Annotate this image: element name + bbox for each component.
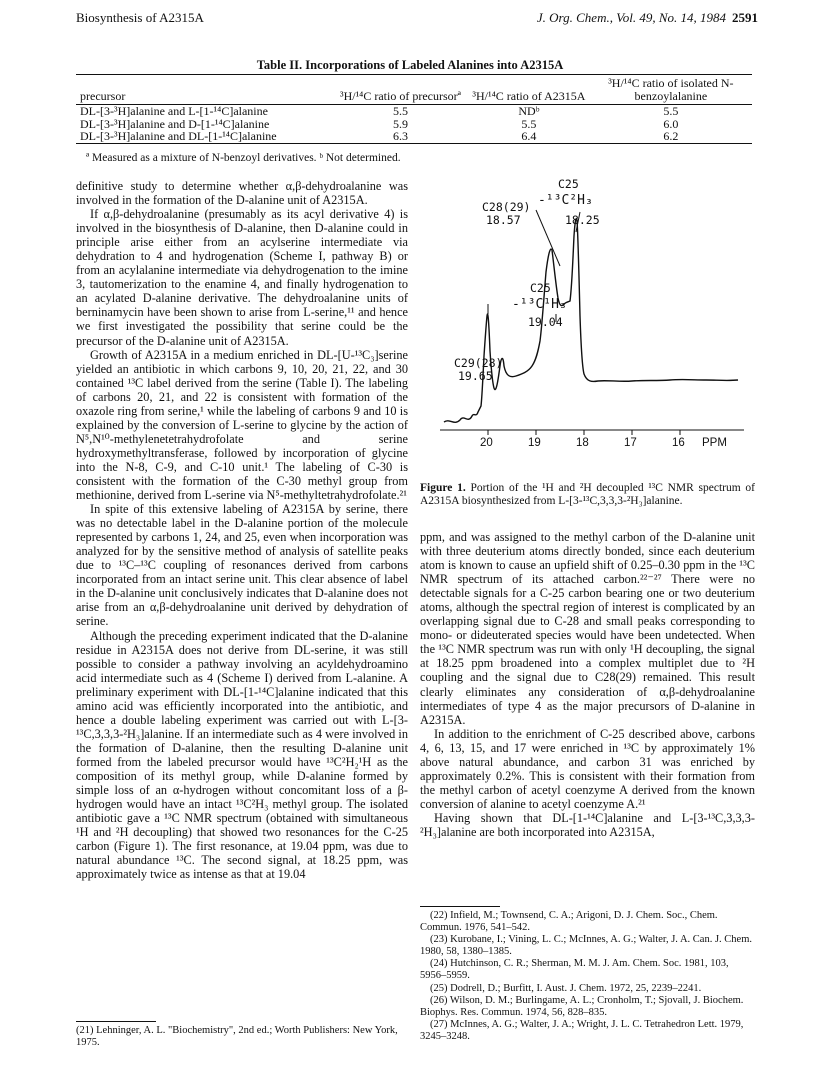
reference-item: (22) Infield, M.; Townsend, C. A.; Arigoni, D. J. Chem. Soc., Chem. Commun. 1976, 541–542. — [420, 910, 718, 934]
journal-header — [537, 10, 758, 26]
nmr-figure — [432, 176, 752, 476]
table-header-cell: ³H/¹⁴C ratio of A2315A — [472, 89, 586, 103]
references-rule — [420, 906, 500, 907]
c28-label: C28(29) — [482, 200, 531, 214]
page-number: 2591 — [732, 10, 758, 25]
table-cell: DL-[3-³H]alanine and L-[1-¹⁴C]alanine — [80, 104, 268, 118]
left-footnote: (21) Lehninger, A. L. "Biochemistry", 2nd ed.; Worth Publishers: New York, 1975. — [76, 1025, 398, 1048]
references-list — [420, 910, 755, 1043]
figure-caption-text: Portion of the ¹H and ²H decoupled ¹³C NMR spectrum of A2315A biosynthesized from L-[3-¹³C,3,3,3-²H₃]alanine. — [420, 482, 755, 507]
x-tick-label: 19 — [528, 437, 541, 449]
table-cell: 6.2 — [663, 129, 679, 143]
table-row — [76, 105, 752, 118]
spectrum-line — [444, 219, 738, 423]
table-header-cell: precursor — [80, 89, 126, 103]
mid-peak-value: 19.04 — [528, 315, 563, 329]
reference-item: (25) Dodrell, D.; Burfitt, I. Aust. J. Chem. 1972, 25, 2239–2241. — [430, 982, 702, 994]
reference-item: (26) Wilson, D. M.; Burlingame, A. L.; Cronholm, T.; Sjovall, J. Biochem. Biophys. Res. Commun. 1974, 56, 828–835. — [420, 994, 744, 1018]
table-cell: 5.9 — [392, 116, 408, 131]
x-axis-unit: PPM — [702, 437, 727, 449]
figure-caption-label: Figure 1. — [420, 482, 466, 494]
table-row — [76, 130, 752, 143]
table-header-cell: ³H/¹⁴C ratio of isolated N-benzoylalanine — [608, 76, 734, 103]
table-cell: 6.4 — [521, 129, 537, 143]
c25-mid-label: C25 — [530, 281, 551, 295]
x-axis-labels — [432, 437, 752, 451]
table-cell: 6.3 — [392, 129, 408, 143]
x-tick-label: 16 — [672, 437, 685, 449]
x-tick-label: 18 — [576, 437, 589, 449]
x-tick-label: 17 — [624, 437, 637, 449]
body-paragraph: definitive study to determine whether α,β-dehydroalanine was involved in the formation of the D-alanine unit of A2315A. — [76, 179, 408, 208]
body-paragraph: Growth of A2315A in a medium enriched in DL-[U-¹³C₃]serine yielded an antibiotic in which carbons 9, 10, 20, 21, 22, and 30 contained ¹³C label derived from the serine (Table I). The labeling of carbons 20, 21, and 22 is consistent with formation of the oxazole ring from serine,¹ while the labeling of carbons 9 and 10 is explained by the conversion of L-serine to glycine by the action of N⁵,N¹⁰-methylenetetrahydrofolate and serine hydroxymethyltransferase, followed by incorporation of glycine into the N-8, C-9, and C-10 unit.¹ The labeling of C-30 is consistent with the formation of the C-30 methyl group from methionine, derived from L-serine via N⁵-methyltetrahydrofolate.²¹ — [76, 347, 408, 503]
table-cell: DL-[3-³H]alanine and DL-[1-¹⁴C]alanine — [80, 129, 277, 143]
body-paragraph: In addition to the enrichment of C-25 described above, carbons 4, 6, 13, 15, and 17 were enriched in ¹³C by approximately 1% above natural abundance, and carbon 31 was enriched by approximately 0.2%. This is consistent with their formation from the methyl carbon of acetyl coenzyme A derived from the known conversion of alanine to acetyl coenzyme A.²¹ — [420, 726, 755, 811]
reference-item: (24) Hutchinson, C. R.; Sherman, M. M. J. Am. Chem. Soc. 1981, 103, 5956–5959. — [420, 958, 729, 982]
table-footnote: ª Measured as a mixture of N-benzoyl derivatives. ᵇ Not determined. — [86, 152, 401, 164]
right-column — [420, 530, 755, 839]
body-paragraph: Having shown that DL-[1-¹⁴C]alanine and L-[3-¹³C,3,3,3-²H₃]alanine are both incorporated into A2315A, — [420, 810, 755, 839]
journal-citation: J. Org. Chem., Vol. 49, No. 14, 1984 — [536, 10, 726, 25]
top-peak-value: 18.25 — [565, 213, 600, 227]
footnote-rule — [76, 1021, 156, 1022]
table-cell: 5.5 — [663, 104, 679, 118]
reference-item: (23) Kurobane, I.; Vining, L. C.; McInnes, A. G.; Walter, J. A. Can. J. Chem. 1980, 58, 1380–1385. — [420, 934, 753, 958]
table-cell: NDᵇ — [518, 104, 540, 118]
left-column — [76, 179, 408, 881]
table-header-cell: ³H/¹⁴C ratio of precursorª — [339, 89, 461, 103]
reference-item: (27) McInnes, A. G.; Walter, J. A.; Wright, J. L. C. Tetrahedron Lett. 1979, 3245–3248. — [420, 1018, 744, 1042]
running-title: Biosynthesis of A2315A — [76, 10, 204, 25]
body-paragraph: ppm, and was assigned to the methyl carbon of the D-alanine unit with three deuterium atoms directly bonded, since each deuterium atom is known to cause an upfield shift of 0.25–0.30 ppm in the ¹³C NMR spectrum of its attached carbon.²²⁻²⁷ There were no detectable signals for a C-25 carbon bearing one or two deuterium atoms, although the spectral region of interest is complicated by an overlapping signal due to C-28 and small peaks corresponding to mono- or dideuterated species would have been undetected. When the ¹³C NMR spectrum was run with only ¹H decoupling, the signal at 18.25 ppm broadened into a complex multiplet due to ²H coupling and the signal due to C28(29) remained. This result clearly eliminates any consideration of α,β-dehydroalanine intermediates of type 4 as the major precursors of D-alanine in A2315A. — [420, 530, 755, 727]
table-cell: 5.5 — [521, 116, 537, 131]
body-paragraph: Although the preceding experiment indicated that the D-alanine residue in A2315A does not derive from DL-serine, it was still possible to consider a pathway involving an acyldehydroamino acid intermediate such as 4 (Scheme I) derived from L-alanine. A preliminary experiment with DL-[1-¹⁴C]alanine indicated that this amino acid was efficiently incorporated into the antibiotic, and hence a double labeling experiment was carried out with L-[3-¹³C,3,3,3-²H₃]alanine. If an intermediate such as 4 were involved in the formation of D-alanine, then the resulting D-alanine unit formed from the labeled precursor would have ¹³C²H₂¹H as the composition of its methyl group, while D-alanine formed by simple loss of an α-hydrogen without concomitant loss of a β-hydrogen would have an intact ¹³C²H₃ methyl group. The isolated antibiotic gave a ¹³C NMR spectrum (obtained with simultaneous ¹H and ²H decoupling) that showed two resonances for the C-25 carbon (Figure 1). The first resonance, at 19.04 ppm, was due to natural abundance ¹³C. The second signal, at 18.25 ppm, was approximately twice as intense as that at 19.04 — [76, 628, 408, 882]
incorporation-table — [76, 74, 752, 144]
x-tick-label: 20 — [480, 437, 493, 449]
c25-top-group-label: -¹³C²H₃ — [538, 193, 593, 208]
table-header-row — [76, 75, 752, 105]
table-cell: 5.5 — [392, 104, 408, 118]
table-title: Table II. Incorporations of Labeled Alanines into A2315A — [256, 58, 564, 72]
table-cell: DL-[3-³H]alanine and D-[1-¹⁴C]alanine — [80, 116, 270, 131]
figure-caption — [420, 482, 755, 508]
c25-top-label: C25 — [558, 177, 579, 191]
body-paragraph: In spite of this extensive labeling of A2315A by serine, there was no detectable label in the D-alanine portion of the molecule represented by carbons 1, 24, and 25, even when incorporation was analyzed for by the sensitive method of analysis of satellite peaks due to ¹³C–¹³C coupling of resonances derived from carbons incorporated from an intact serine unit. This clear absence of label in the D-alanine unit conclusively indicates that D-alanine does not arise from an α,β-dehydroalanine unit derived by dehydration of serine. — [76, 502, 408, 629]
c29-label: C29(28) — [454, 356, 503, 370]
c28-value: 18.57 — [486, 213, 521, 227]
c25-mid-group-label: -¹³C¹H₃ — [512, 297, 567, 312]
c29-value: 19.65 — [458, 369, 493, 383]
body-paragraph: If α,β-dehydroalanine (presumably as its acyl derivative 4) is involved in the biosynthesis of D-alanine, then D-alanine could in principle arise either from an acylserine intermediate via dehydration to 4 and hydrogenation (Scheme I, pathway B) or from an acylalanine intermediate via dehydrogenation to the imine 3, tautomerization to the enamine 4, and finally hydrogenation to an acylated D-alanine derivative. The dehydroalanine units of berninamycin have been shown to arise from L-serine,¹¹ and hence we first investigated the possibility that serine could be the precursor of the D-alanine unit of A2315A. — [76, 207, 408, 348]
table-cell: 6.0 — [663, 116, 679, 131]
